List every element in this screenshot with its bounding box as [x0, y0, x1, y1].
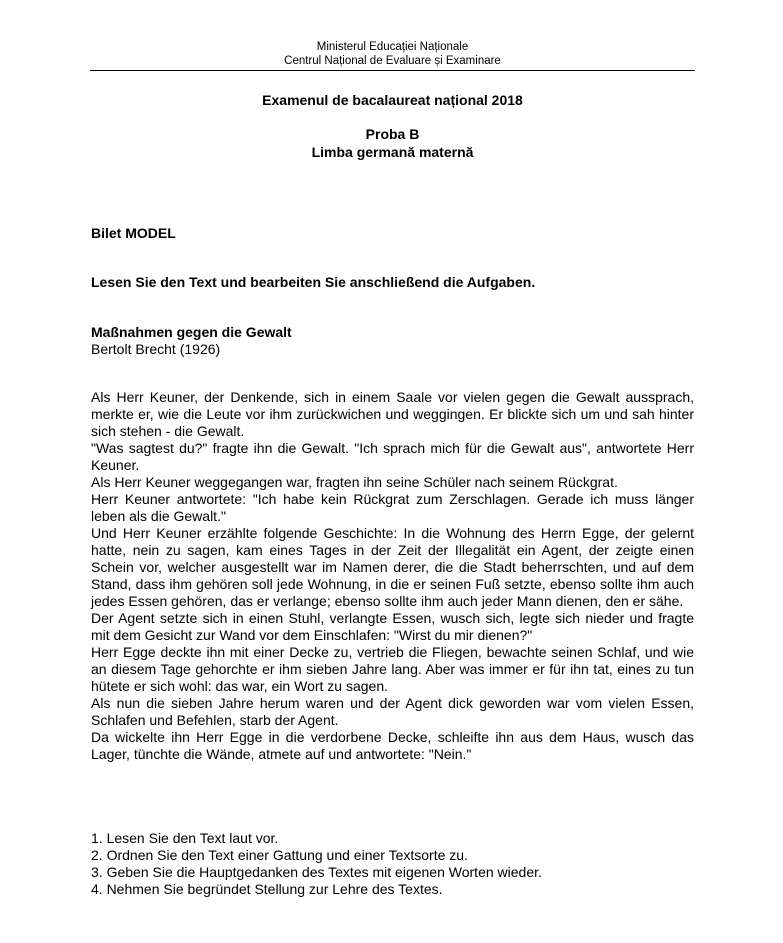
paragraph: Als nun die sieben Jahre herum waren und der Agent dick geworden war vom vielen Essen, Schlafen und Befehlen, starb der Agent. [91, 695, 694, 728]
task-list [91, 830, 694, 898]
paragraph: "Was sagtest du?" fragte ihn die Gewalt. "Ich sprach mich für die Gewalt aus", antwortete Herr Keuner. [91, 440, 694, 473]
center-name: Centrul Național de Evaluare și Examinare [284, 55, 501, 67]
work-title: Maßnahmen gegen die Gewalt [91, 324, 292, 340]
paragraph: Als Herr Keuner weggegangen war, fragten ihn seine Schüler nach seinem Rückgrat. [91, 474, 618, 490]
task-item: 4. Nehmen Sie begründet Stellung zur Lehre des Textes. [91, 881, 443, 897]
paragraph: Herr Keuner antwortete: "Ich habe kein Rückgrat zum Zerschlagen. Gerade ich muss länger leben als die Gewalt." [91, 491, 694, 524]
ticket-label: Bilet MODEL [91, 225, 176, 241]
task-item: 1. Lesen Sie den Text laut vor. [91, 830, 279, 846]
proba-label: Proba B [365, 126, 420, 142]
work-author: Bertolt Brecht (1926) [91, 341, 221, 357]
instruction: Lesen Sie den Text und bearbeiten Sie anschließend die Aufgaben. [91, 274, 536, 290]
paragraph: Da wickelte ihn Herr Egge in die verdorbene Decke, schleifte ihn aus dem Haus, wusch das Lager, tünchte die Wände, atmete auf und antwortete: "Nein." [91, 729, 694, 762]
story-text [91, 389, 694, 763]
exam-section [90, 125, 695, 161]
paragraph: Als Herr Keuner, der Denkende, sich in einem Saale vor vielen gegen die Gewalt aussprach, merkte er, wie die Leute vor ihm zurückwichen und weggingen. Er blickte sich um und sah hinter sich stehen - die Gewalt. [91, 389, 694, 439]
exam-title: Examenul de bacalaureat național 2018 [262, 92, 523, 108]
task-item: 3. Geben Sie die Hauptgedanken des Textes mit eigenen Worten wieder. [91, 864, 542, 880]
task-item: 2. Ordnen Sie den Text einer Gattung und einer Textsorte zu. [91, 847, 468, 863]
ministry-name: Ministerul Educației Naționale [316, 41, 469, 53]
paragraph: Herr Egge deckte ihn mit einer Decke zu, vertrieb die Fliegen, bewachte seinen Schlaf, und wie an diesem Tage gehorchte er ihm sieben Jahre lang. Aber was immer er für ihn tat, eines zu tun hütete er sich wohl: das war, ein Wort zu sagen. [91, 644, 694, 694]
paragraph: Und Herr Keuner erzählte folgende Geschichte: In die Wohnung des Herrn Egge, der gelernt hatte, nein zu sagen, kam eines Tages in der Zeit der Illegalität ein Agent, der zeigte einen Schein vor, welcher ausgestellt war im Namen derer, die die Stadt beherrschten, und auf dem Stand, dass ihm gehören soll jede Wohnung, in die er seinen Fuß setzte, ebenso sollte ihm auch jedes Essen gehören, das er verlange; ebenso sollte ihm auch jeder Mann dienen, den er sähe. [91, 525, 694, 609]
header-divider [90, 70, 695, 71]
paragraph: Der Agent setzte sich in einen Stuhl, verlangte Essen, wusch sich, legte sich nieder und fragte mit dem Gesicht zur Wand vor dem Einschlafen: "Wirst du mir dienen?" [91, 610, 694, 643]
document-header [90, 40, 695, 68]
subject-label: Limba germană maternă [311, 144, 474, 160]
